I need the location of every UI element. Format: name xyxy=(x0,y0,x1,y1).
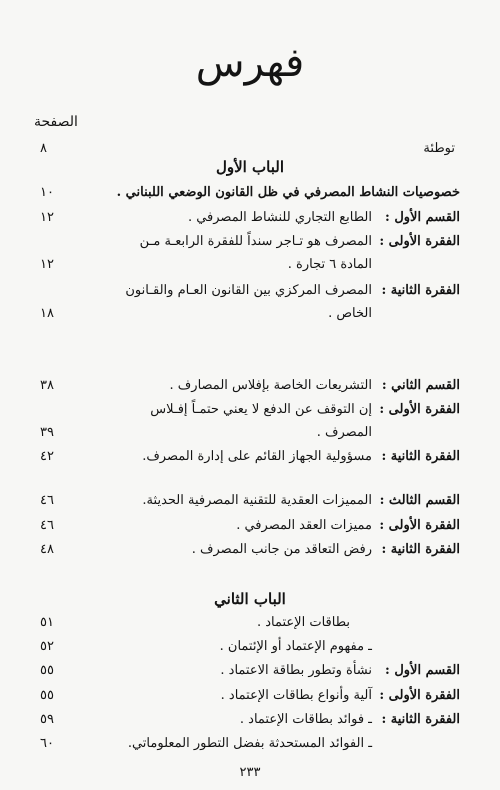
toc-entry-text: الخاص . xyxy=(328,306,372,321)
toc-entry-text: إن التوقف عن الدفع لا يعني حتمـاً إفـلاس xyxy=(150,402,372,417)
toc-entry-text: المصرف هو تـاجر سنداً للفقرة الرابعـة مـن xyxy=(139,234,372,249)
toc-row xyxy=(0,446,500,468)
toc-page-number: ٤٢ xyxy=(40,449,54,464)
toc-row xyxy=(0,303,500,325)
toc-paragraph-label: الفقرة الثانية : xyxy=(381,712,460,727)
toc-paragraph-label: الفقرة الثانية : xyxy=(381,283,460,298)
toc-page-number: ٣٩ xyxy=(40,425,54,440)
toc-entry-text: خصوصيات النشاط المصرفي في ظل القانون الوضعي اللبناني . xyxy=(116,185,460,200)
toc-entry-text: رفض التعاقد من جانب المصرف . xyxy=(191,542,372,557)
toc-paragraph-label: الفقرة الأولى : xyxy=(379,688,460,703)
toc-page-number: ١٨ xyxy=(40,306,54,321)
toc-entry-text: المصرف المركزي بين القانون العـام والقـانون xyxy=(125,283,372,298)
toc-entry-text: المادة ٦ تجارة . xyxy=(287,257,372,272)
toc-page-number: ٤٦ xyxy=(40,493,54,508)
toc-row xyxy=(0,231,500,253)
toc-paragraph-label: الفقرة الأولى : xyxy=(379,518,460,533)
toc-page-number: ٥٢ xyxy=(40,639,54,654)
toc-entry-text: بطاقات الإعتماد . xyxy=(256,615,350,630)
toc-row xyxy=(0,254,500,276)
part1-heading: الباب الأول xyxy=(215,158,285,176)
toc-row xyxy=(0,685,500,707)
toc-page-number: ٨ xyxy=(40,141,47,156)
toc-paragraph-label: الفقرة الثانية : xyxy=(381,449,460,464)
toc-entry-text: التشريعات الخاصة بإفلاس المصارف . xyxy=(169,378,372,393)
toc-row xyxy=(0,182,500,204)
toc-page-number: ٤٦ xyxy=(40,518,54,533)
toc-page-number: ٤٨ xyxy=(40,542,54,557)
page-number-footer: ٢٣٣ xyxy=(239,765,261,780)
toc-paragraph-label: الفقرة الأولى : xyxy=(379,402,460,417)
toc-row xyxy=(0,636,500,658)
page-column-header: الصفحة xyxy=(34,114,78,130)
toc-page-number: ٥٥ xyxy=(40,688,54,703)
toc-entry-text: المميزات العقدية للتقنية المصرفية الحديثة. xyxy=(142,493,372,508)
toc-row xyxy=(0,207,500,229)
toc-page-number: ١٢ xyxy=(40,257,54,272)
toc-entry-text: آلية وأنواع بطاقات الإعتماد . xyxy=(220,688,372,703)
toc-row xyxy=(0,399,500,421)
toc-section-label: القسم الأول : xyxy=(385,210,460,225)
toc-row xyxy=(0,280,500,302)
toc-page-number: ٥٥ xyxy=(40,663,54,678)
toc-entry-text: ـ مفهوم الإعتماد أو الإئتمان . xyxy=(219,639,372,654)
toc-page-number: ٥١ xyxy=(40,615,54,630)
toc-entry-text: المصرف . xyxy=(316,425,372,440)
toc-entry-text: ـ فوائد بطاقات الإعتماد . xyxy=(239,712,372,727)
toc-entry-text: ـ الفوائد المستحدثة بفضل التطور المعلوماتي. xyxy=(127,736,372,751)
toc-entry-text: مسؤولية الجهاز القائم على إدارة المصرف. xyxy=(142,449,372,464)
toc-section-label: القسم الثاني : xyxy=(381,378,460,393)
toc-page-number: ٥٩ xyxy=(40,712,54,727)
toc-row xyxy=(0,660,500,682)
toc-page-number: ١٠ xyxy=(40,185,54,200)
toc-row xyxy=(0,709,500,731)
page-title: فهرس xyxy=(195,40,305,86)
toc-row-intro xyxy=(0,138,500,160)
toc-row xyxy=(0,422,500,444)
toc-row xyxy=(0,375,500,397)
toc-paragraph-label: الفقرة الثانية : xyxy=(381,542,460,557)
toc-entry-text: مميزات العقد المصرفي . xyxy=(236,518,372,533)
toc-row xyxy=(0,515,500,537)
toc-entry-text: توطئة xyxy=(423,141,455,156)
part2-heading: الباب الثاني xyxy=(214,590,286,608)
toc-row xyxy=(0,539,500,561)
toc-section-label: القسم الثالث : xyxy=(379,493,460,508)
toc-page-number: ١٢ xyxy=(40,210,54,225)
toc-page-number: ٣٨ xyxy=(40,378,54,393)
toc-section-label: القسم الأول : xyxy=(385,663,460,678)
toc-row xyxy=(0,490,500,512)
toc-row xyxy=(0,612,500,634)
toc-page-number: ٦٠ xyxy=(40,736,54,751)
toc-paragraph-label: الفقرة الأولى : xyxy=(379,234,460,249)
toc-row xyxy=(0,733,500,755)
toc-entry-text: نشأة وتطور بطاقة الاعتماد . xyxy=(220,663,372,678)
toc-entry-text: الطابع التجاري للنشاط المصرفي . xyxy=(187,210,372,225)
